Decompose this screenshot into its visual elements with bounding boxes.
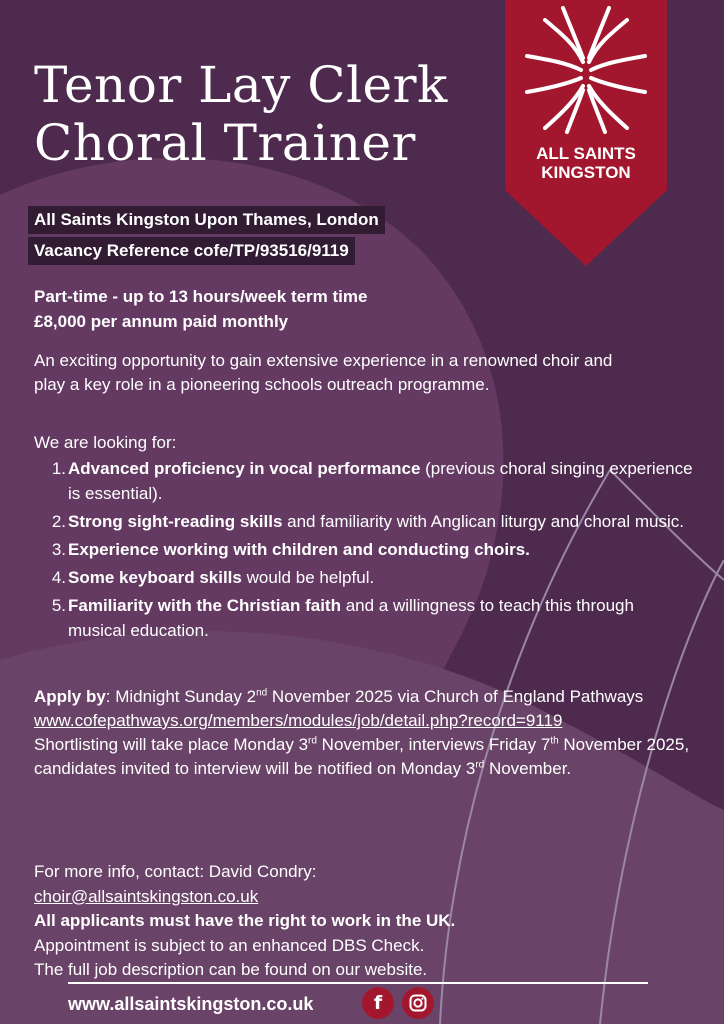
requirement-bold: Experience working with children and conducting choirs. (68, 540, 530, 559)
contact-email-link[interactable]: choir@allsaintskingston.co.uk (34, 886, 259, 906)
list-item (34, 593, 694, 643)
facebook-button[interactable] (362, 987, 394, 1019)
logo-line-2: KINGSTON (541, 163, 631, 182)
location-block (28, 206, 385, 268)
shortlist-text: Shortlisting will take place Monday 3 (34, 735, 309, 754)
requirement-bold: Familiarity with the Christian faith (68, 596, 341, 615)
list-number: 5. (51, 596, 66, 615)
apply-block (34, 685, 704, 781)
hours: Part-time - up to 13 hours/week term time (34, 287, 368, 306)
list-number: 3. (51, 540, 66, 559)
intro-paragraph: An exciting opportunity to gain extensive experience in a renowned choir and play a key role in a pioneering schools outreach programme. (34, 351, 613, 394)
apply-sup: nd (256, 687, 268, 699)
requirement-bold: Advanced proficiency in vocal performance (68, 459, 421, 478)
apply-label: Apply by (34, 687, 106, 706)
instagram-icon (409, 994, 427, 1012)
apply-text: November 2025 via Church of England Pathways (267, 687, 644, 706)
footer-url[interactable]: www.allsaintskingston.co.uk (68, 994, 314, 1014)
shortlist-sup: rd (475, 759, 485, 771)
logo-text (505, 144, 667, 182)
requirement-text: (previous choral singing experience is essential). (68, 459, 693, 503)
right-to-work-note: All applicants must have the right to work in the UK. (34, 911, 456, 930)
page-title (34, 56, 448, 172)
requirement-bold: Some keyboard skills (68, 568, 242, 587)
requirement-text: and a willingness to teach this through musical education. (68, 596, 634, 640)
looking-for-heading: We are looking for: (34, 433, 177, 452)
shortlist-text: November, interviews Friday 7 (316, 735, 551, 754)
requirement-text: would be helpful. (241, 568, 375, 587)
contact-prefix: For more info, contact: David Condry: (34, 862, 317, 881)
requirements-list (34, 456, 694, 646)
logo-line-1: ALL SAINTS (536, 144, 636, 163)
footer-divider (68, 982, 648, 984)
location: All Saints Kingston Upon Thames, London (28, 206, 385, 234)
list-number: 1. (51, 459, 66, 478)
website-note: The full job description can be found on our website. (34, 960, 428, 979)
title-line-1: Tenor Lay Clerk (34, 56, 448, 114)
requirement-text: and familiarity with Anglican liturgy and choral music. (282, 512, 684, 531)
dbs-note: Appointment is subject to an enhanced DBS Check. (34, 935, 425, 955)
contact-block (34, 860, 704, 983)
facebook-icon: f (373, 992, 383, 1014)
list-item (34, 456, 694, 506)
shortlist-text: November. (484, 759, 572, 778)
list-number: 4. (51, 568, 66, 587)
salary: £8,000 per annum paid monthly (34, 312, 289, 331)
vacancy-reference: Vacancy Reference cofe/TP/93516/9119 (28, 237, 355, 265)
logo-shield (505, 0, 667, 266)
requirement-bold: Strong sight-reading skills (68, 512, 283, 531)
pathways-link[interactable]: www.cofepathways.org/members/modules/job/detail.php?record=9119 (34, 711, 563, 730)
list-item (34, 509, 694, 534)
list-item (34, 565, 694, 590)
list-item (34, 537, 694, 562)
list-number: 2. (51, 512, 66, 531)
shortlist-text: November 2025, candidates invited to interview will be notified on Monday 3 (34, 735, 690, 778)
title-line-2: Choral Trainer (34, 114, 416, 172)
apply-text: : Midnight Sunday 2 (105, 687, 257, 706)
shortlist-sup: th (550, 735, 559, 747)
terms-block (34, 284, 367, 334)
shortlist-sup: rd (308, 735, 317, 747)
contact-line (34, 860, 704, 909)
instagram-button[interactable] (402, 987, 434, 1019)
